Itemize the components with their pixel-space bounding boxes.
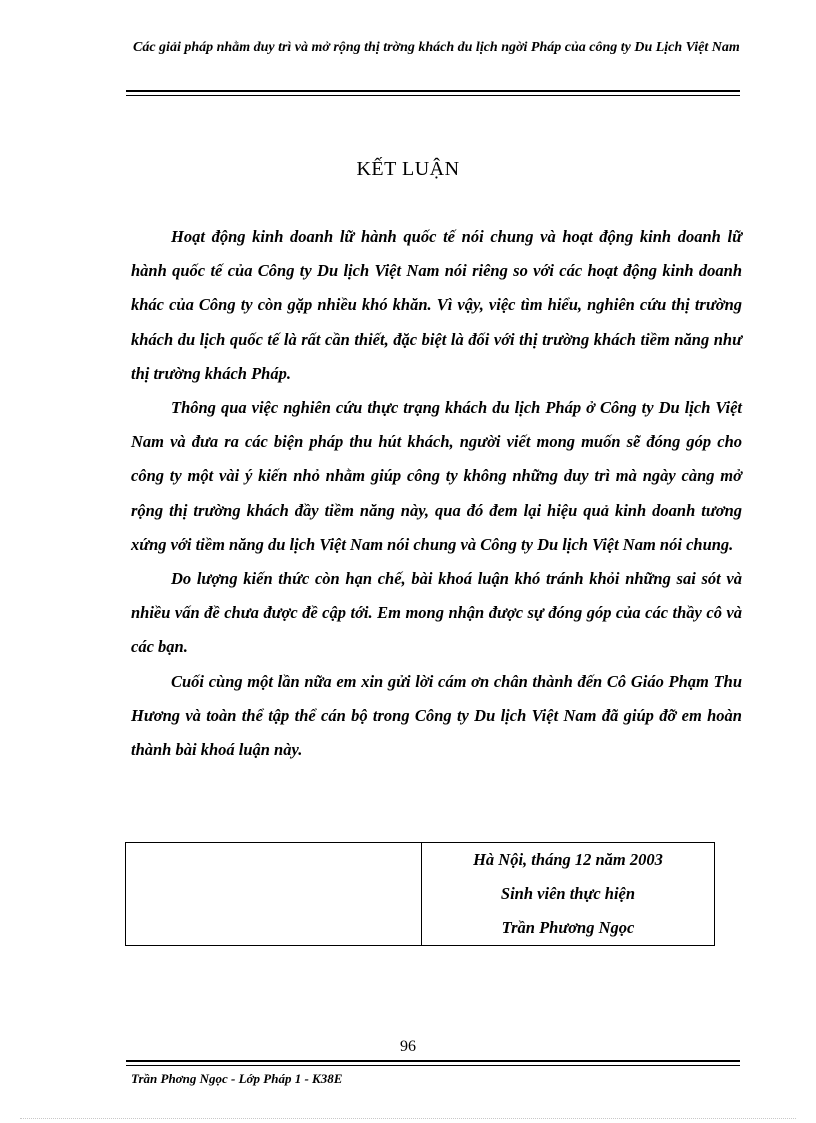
signature-name: Trần Phương Ngọc [501,918,635,937]
header-rule [126,90,740,96]
footer-rule [126,1060,740,1066]
running-header: Các giải pháp nhằm duy trì và mở rộng thị trờng khách du lịch ngời Pháp của công ty Du Lịch Việt Nam [133,40,740,55]
signature-cell [422,843,714,945]
page-title: KẾT LUẬN [356,158,460,180]
paragraph: Hoạt động kinh doanh lữ hành quốc tế nói chung và hoạt động kinh doanh lữ hành quốc tế của Công ty Du lịch Việt Nam nói riêng so với các hoạt động kinh doanh khác của Công ty còn gặp nhiều khó khăn. Vì vậy, việc tìm hiểu, nghiên cứu thị trường khách du lịch quốc tế là rất cần thiết, đặc biệt là đối với thị trường khách tiềm năng như thị trường khách Pháp. [131,227,742,383]
signature-place-date: Hà Nội, tháng 12 năm 2003 [473,850,663,869]
paragraph: Do lượng kiến thức còn hạn chế, bài khoá luận khó tránh khỏi những sai sót và nhiều vấn đề chưa được đề cập tới. Em mong nhận được sự đóng góp của các thầy cô và các bạn. [131,569,742,657]
conclusion-body [131,220,742,767]
paragraph: Cuối cùng một lần nữa em xin gửi lời cám ơn chân thành đến Cô Giáo Phạm Thu Hương và toàn thể tập thể cán bộ trong Công ty Du lịch Việt Nam đã giúp đỡ em hoàn thành bài khoá luận này. [131,671,742,760]
running-footer: Trần Phơng Ngọc - Lớp Pháp 1 - K38E [131,1071,343,1086]
page-edge-divider [20,1118,796,1119]
signature-table [125,842,715,946]
page-number: 96 [400,1038,416,1055]
signature-empty-cell [126,843,422,945]
paragraph: Thông qua việc nghiên cứu thực trạng khách du lịch Pháp ở Công ty Du lịch Việt Nam và đưa ra các biện pháp thu hút khách, người viết mong muốn sẽ đóng góp cho công ty một vài ý kiến nhỏ nhằm giúp công ty không những duy trì mà ngày càng mở rộng thị trường khách đầy tiềm năng này, qua đó đem lại hiệu quả kinh doanh tương xứng với tiềm năng du lịch Việt Nam nói chung và Công ty Du lịch Việt Nam nói chung. [131,398,742,554]
signature-role: Sinh viên thực hiện [500,884,636,903]
